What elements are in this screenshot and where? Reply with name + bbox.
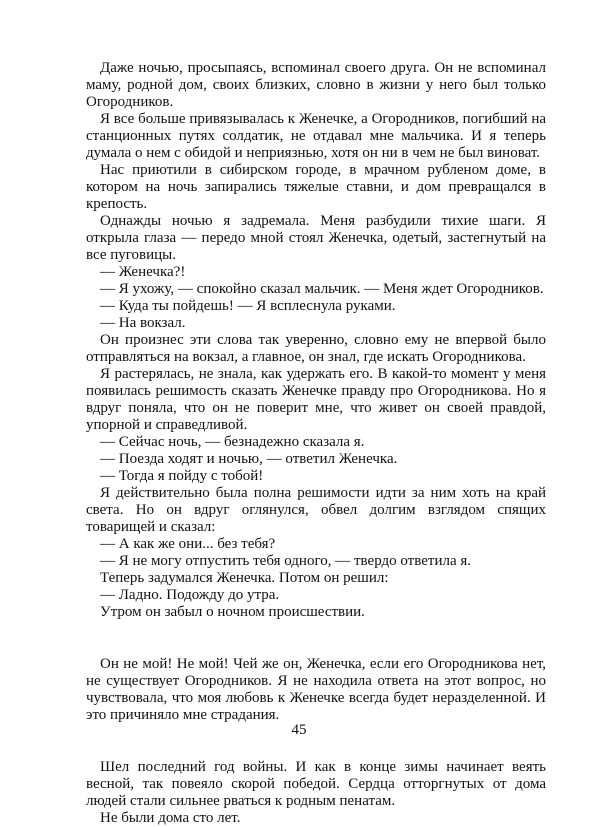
paragraph: Он произнес эти слова так уверенно, словно ему не впервой было отправляться на вокзал, а главное, он знал, где искать Огородникова. <box>86 332 546 365</box>
dialogue-line: — Сейчас ночь, — безнадежно сказала я. <box>100 434 365 450</box>
section-break <box>86 621 546 656</box>
paragraph: Не были дома сто лет. <box>100 810 241 826</box>
dialogue-line: — Тогда я пойду с тобой! <box>100 468 264 484</box>
dialogue-line: — Женечка?! <box>100 264 186 280</box>
paragraph: Шел последний год войны. И как в конце зимы начинает веять весной, так повеяло скорой победой. Сердца отторгнутых от дома людей стали сильнее рваться к родным пенатам. <box>86 759 546 809</box>
paragraph: Нас приютили в сибирском городе, в мрачном рубленом доме, в котором на ночь запирались тяжелые ставни, и дом превращался в крепость. <box>86 162 546 212</box>
text-column <box>86 60 546 827</box>
paragraph: Теперь задумался Женечка. Потом он решил: <box>100 570 389 586</box>
paragraph: Однажды ночью я задремала. Меня разбудили тихие шаги. Я открыла глаза — передо мной стоял Женечка, одетый, застегнутый на все пуговицы. <box>86 213 546 263</box>
dialogue-line: — На вокзал. <box>100 315 186 331</box>
paragraph: Я действительно была полна решимости идти за ним хоть на край света. Но он вдруг оглянулся, обвел долгим взглядом спящих товарищей и сказал: <box>86 485 546 535</box>
paragraph: Я растерялась, не знала, как удержать его. В какой-то момент у меня появилась решимость сказать Женечке правду про Огородникова. Но я вдруг поняла, что он не поверит мне, что живет он своей правдой, упорной и справедливой. <box>86 366 546 433</box>
page-number: 45 <box>291 722 307 738</box>
dialogue-line: — Поезда ходят и ночью, — ответил Женечка. <box>100 451 398 467</box>
paragraph: Я все больше привязывалась к Женечке, а Огородников, погибший на станционных путях солдатик, не отдавал мне мальчика. И я теперь думала о нем с обидой и неприязнью, хотя он ни в чем не был виноват. <box>86 111 546 161</box>
dialogue-line: — А как же они... без тебя? <box>100 536 276 552</box>
dialogue-line: — Ладно. Подожду до утра. <box>100 587 280 603</box>
dialogue-line: — Я ухожу, — спокойно сказал мальчик. — Меня ждет Огородников. <box>100 281 544 297</box>
dialogue-line: — Я не могу отпустить тебя одного, — твердо ответила я. <box>100 553 472 569</box>
dialogue-line: — Куда ты пойдешь! — Я всплеснула руками. <box>100 298 396 314</box>
paragraph: Он не мой! Не мой! Чей же он, Женечка, если его Огородникова нет, не существует Огородников. Я не находила ответа на этот вопрос, но чувствовала, что моя любовь к Женечке всегда будет неразделенной. И это причиняло мне страдания. <box>86 656 546 723</box>
paragraph: Даже ночью, просыпаясь, вспоминал своего друга. Он не вспоминал маму, родной дом, своих близких, словно в жизни у него был только Огородников. <box>86 60 546 110</box>
paragraph: Утром он забыл о ночном происшествии. <box>100 604 365 620</box>
